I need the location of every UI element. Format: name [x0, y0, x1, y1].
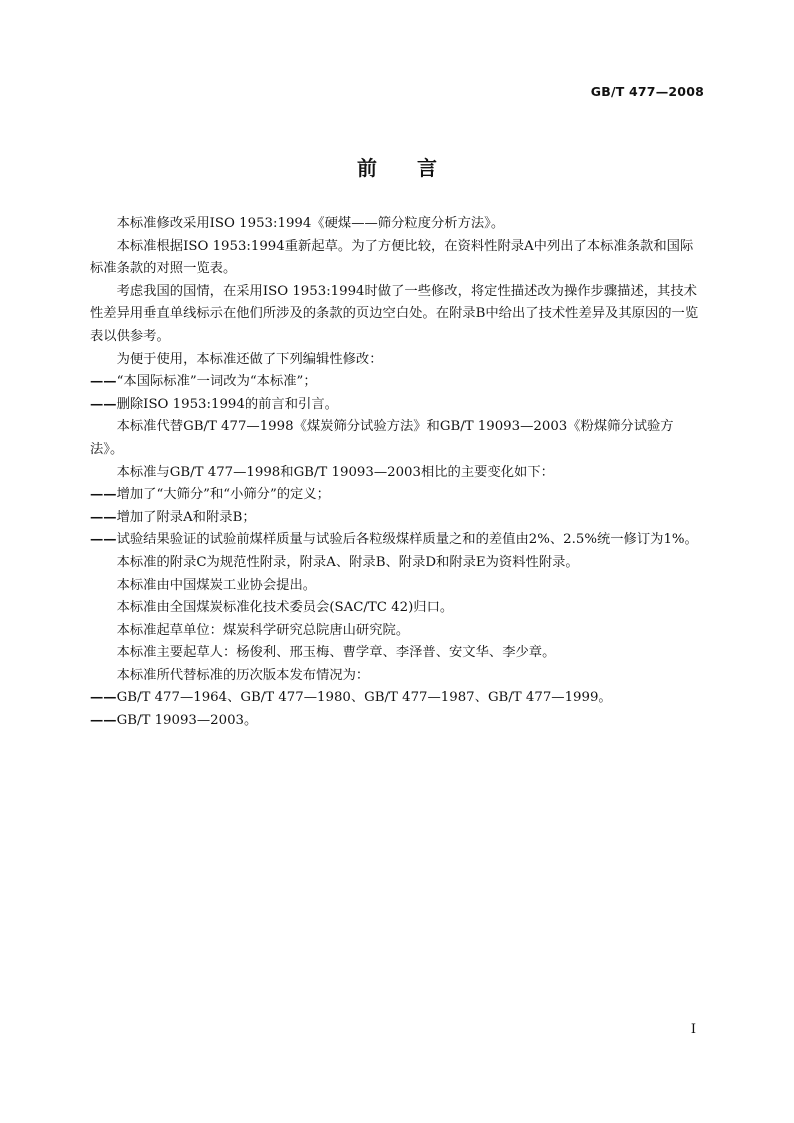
paragraph-editorial-intro: 为便于使用，本标准还做了下列编辑性修改：: [116, 351, 383, 367]
page-title: 前言: [357, 156, 477, 180]
paragraph-annexes: 本标准的附录C为规范性附录，附录A、附录B、附录D和附录E为资料性附录。: [116, 554, 579, 570]
paragraph-replaces: 本标准代替GB/T 477—1998《煤炭筛分试验方法》和GB/T 19093—2003《粉煤筛分试验方法》。: [90, 419, 674, 457]
list-item-change-1: [90, 484, 706, 507]
paragraph-adoption: 本标准修改采用ISO 1953:1994《硬煤——筛分粒度分析方法》。: [116, 216, 505, 231]
dash-mark: ——: [90, 713, 117, 729]
dash-mark: ——: [90, 396, 117, 412]
paragraph-committee: 本标准由全国煤炭标准化技术委员会(SAC/TC 42)归口。: [116, 600, 454, 616]
dash-mark: ——: [90, 509, 117, 525]
dash-mark: ——: [90, 690, 117, 706]
list-item-text: 增加了“大筛分”和“小筛分”的定义；: [116, 487, 330, 503]
paragraph-history-intro: 本标准所代替标准的历次版本发布情况为：: [116, 667, 370, 683]
paragraph-changes-intro: 本标准与GB/T 477—1998和GB/T 19093—2003相比的主要变化如下：: [116, 464, 554, 480]
list-item-text: 删除ISO 1953:1994的前言和引言。: [116, 396, 338, 412]
list-item-text: “本国际标准”一词改为“本标准”；: [116, 374, 317, 390]
page-number: I: [690, 1022, 696, 1037]
list-item-change-3: [90, 529, 706, 552]
list-item-editorial-2: [90, 394, 706, 417]
document-body: [90, 213, 706, 733]
paragraph-drafters: 本标准主要起草人：杨俊利、邢玉梅、曹学章、李泽普、安文华、李少章。: [116, 645, 556, 661]
paragraph-redrafting: 本标准根据ISO 1953:1994重新起草。为了方便比较，在资料性附录A中列出了本标准条款和国际标准条款的对照一览表。: [90, 238, 694, 277]
paragraph-drafting-unit: 本标准起草单位：煤炭科学研究总院唐山研究院。: [116, 622, 410, 638]
list-item-text: 增加了附录A和附录B；: [116, 509, 256, 525]
list-item-history-2: [90, 710, 706, 733]
list-item-text: 试验结果验证的试验前煤样质量与试验后各粒级煤样质量之和的差值由2%、2.5%统一修订为1%。: [116, 532, 698, 548]
list-item-history-1: [90, 687, 706, 710]
list-item-text: GB/T 19093—2003。: [116, 713, 258, 729]
list-item-change-2: [90, 507, 706, 530]
standard-code: GB/T 477—2008: [590, 84, 704, 99]
dash-mark: ——: [90, 487, 117, 503]
dash-mark: ——: [90, 374, 117, 390]
list-item-editorial-1: [90, 371, 706, 394]
dash-mark: ——: [90, 532, 117, 548]
paragraph-proposed-by: 本标准由中国煤炭工业协会提出。: [116, 577, 317, 593]
paragraph-modifications: 考虑我国的国情，在采用ISO 1953:1994时做了一些修改，将定性描述改为操作步骤描述，其技术性差异用垂直单线标示在他们所涉及的条款的页边空白处。在附录B中给出了技术性差异及其原因的一览表以供参考。: [90, 283, 699, 344]
list-item-text: GB/T 477—1964、GB/T 477—1980、GB/T 477—1987、GB/T 477—1999。: [116, 690, 612, 706]
